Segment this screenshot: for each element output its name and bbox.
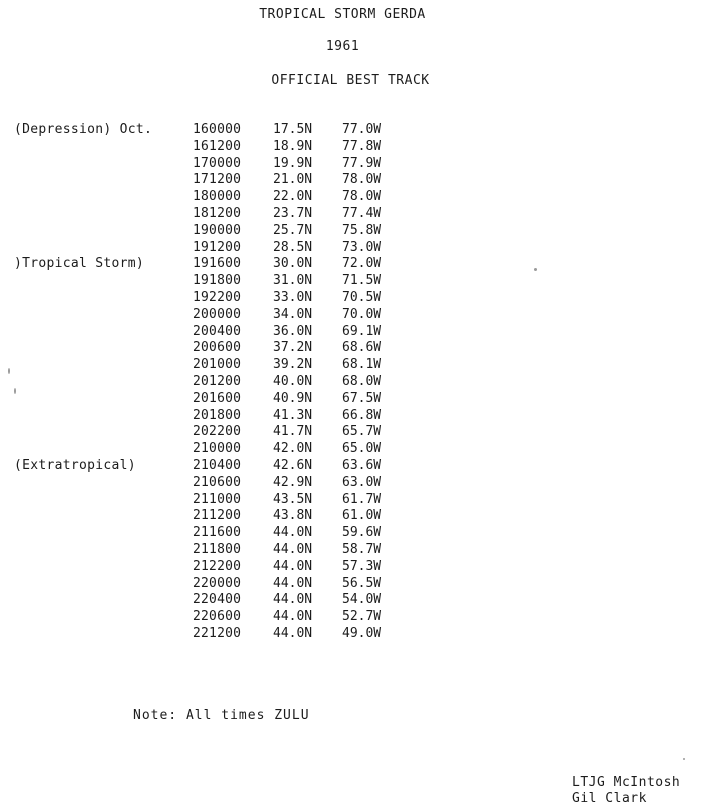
latitude: 40.0N [273, 373, 313, 389]
document-title: TROPICAL STORM GERDA [259, 7, 426, 22]
date-time-group: 191600 [193, 256, 242, 272]
date-time-group: 211600 [193, 525, 242, 541]
longitude: 57.3W [342, 558, 382, 574]
latitude: 17.5N [273, 122, 313, 137]
note-text: Note: All times ZULU [133, 708, 310, 723]
latitude: 39.2N [273, 357, 313, 373]
track-row [0, 240, 713, 257]
longitude: 58.7W [342, 541, 382, 557]
track-row [0, 307, 713, 324]
track-row [0, 122, 713, 139]
latitude: 43.8N [273, 508, 313, 524]
scan-speck [14, 388, 16, 394]
track-row [0, 139, 713, 156]
track-row [0, 408, 713, 425]
track-row [0, 542, 713, 559]
longitude: 77.9W [342, 155, 382, 171]
latitude: 34.0N [273, 306, 313, 322]
track-row [0, 525, 713, 542]
track-row [0, 189, 713, 206]
longitude: 77.4W [342, 205, 382, 221]
date-time-group: 211000 [193, 491, 242, 507]
longitude: 61.7W [342, 491, 382, 507]
latitude: 42.9N [273, 474, 313, 490]
longitude: 68.1W [342, 357, 382, 373]
date-time-group: 171200 [193, 172, 242, 188]
longitude: 70.5W [342, 289, 382, 305]
longitude: 54.0W [342, 592, 382, 608]
longitude: 69.1W [342, 323, 382, 339]
longitude: 56.5W [342, 575, 382, 591]
latitude: 44.0N [273, 609, 313, 625]
date-time-group: 192200 [193, 289, 242, 305]
longitude: 72.0W [342, 256, 382, 272]
track-row [0, 458, 713, 475]
date-time-group: 220600 [193, 609, 242, 625]
date-time-group: 220000 [193, 575, 242, 591]
longitude: 77.8W [342, 138, 382, 154]
longitude: 68.0W [342, 373, 382, 389]
track-row [0, 391, 713, 408]
latitude: 44.0N [273, 575, 313, 591]
track-row [0, 508, 713, 525]
scan-speck [683, 758, 685, 760]
latitude: 42.0N [273, 441, 313, 457]
longitude: 63.0W [342, 474, 382, 490]
date-time-group: 181200 [193, 205, 242, 221]
longitude: 63.6W [342, 457, 382, 473]
longitude: 49.0W [342, 625, 382, 641]
track-row [0, 290, 713, 307]
date-time-group: 191200 [193, 239, 242, 255]
best-track-table [0, 122, 713, 643]
track-row [0, 206, 713, 223]
stage-label: )Tropical Storm) [14, 256, 145, 272]
longitude: 73.0W [342, 239, 382, 255]
latitude: 36.0N [273, 323, 313, 339]
latitude: 31.0N [273, 273, 313, 289]
track-row [0, 626, 713, 643]
document-year: 1961 [325, 39, 360, 54]
longitude: 68.6W [342, 340, 382, 356]
track-row [0, 324, 713, 341]
latitude: 37.2N [273, 340, 313, 356]
longitude: 78.0W [342, 189, 382, 205]
latitude: 18.9N [273, 138, 313, 154]
track-row [0, 492, 713, 509]
latitude: 22.0N [273, 189, 313, 205]
date-time-group: 191800 [193, 273, 242, 289]
date-time-group: 160000 [193, 122, 242, 137]
date-time-group: 220400 [193, 592, 242, 608]
longitude: 67.5W [342, 390, 382, 406]
date-time-group: 201200 [193, 373, 242, 389]
latitude: 19.9N [273, 155, 313, 171]
document-subtitle: OFFICIAL BEST TRACK [271, 73, 430, 88]
date-time-group: 201800 [193, 407, 242, 423]
track-row [0, 609, 713, 626]
track-row [0, 340, 713, 357]
latitude: 44.0N [273, 541, 313, 557]
latitude: 44.0N [273, 592, 313, 608]
latitude: 44.0N [273, 525, 313, 541]
date-time-group: 200600 [193, 340, 242, 356]
latitude: 23.7N [273, 205, 313, 221]
date-time-group: 210000 [193, 441, 242, 457]
date-time-group: 201600 [193, 390, 242, 406]
track-row [0, 592, 713, 609]
track-row [0, 374, 713, 391]
track-row [0, 424, 713, 441]
scan-speck [8, 368, 10, 374]
track-row [0, 441, 713, 458]
track-row [0, 475, 713, 492]
date-time-group: 200000 [193, 306, 242, 322]
latitude: 28.5N [273, 239, 313, 255]
track-row [0, 223, 713, 240]
scan-speck [534, 268, 537, 271]
latitude: 41.3N [273, 407, 313, 423]
date-time-group: 180000 [193, 189, 242, 205]
track-row [0, 172, 713, 189]
date-time-group: 200400 [193, 323, 242, 339]
longitude: 77.0W [342, 122, 382, 137]
latitude: 21.0N [273, 172, 313, 188]
track-row [0, 357, 713, 374]
latitude: 40.9N [273, 390, 313, 406]
date-time-group: 202200 [193, 424, 242, 440]
track-row [0, 559, 713, 576]
date-time-group: 210400 [193, 457, 242, 473]
signature-line-1: LTJG McIntosh [572, 775, 681, 790]
latitude: 25.7N [273, 222, 313, 238]
date-time-group: 201000 [193, 357, 242, 373]
latitude: 43.5N [273, 491, 313, 507]
longitude: 78.0W [342, 172, 382, 188]
latitude: 44.0N [273, 558, 313, 574]
longitude: 70.0W [342, 306, 382, 322]
track-row [0, 156, 713, 173]
date-time-group: 211800 [193, 541, 242, 557]
signature-line-2: Gil Clark [572, 791, 647, 806]
latitude: 41.7N [273, 424, 313, 440]
date-time-group: 221200 [193, 625, 242, 641]
latitude: 30.0N [273, 256, 313, 272]
track-row [0, 256, 713, 273]
longitude: 75.8W [342, 222, 382, 238]
date-time-group: 161200 [193, 138, 242, 154]
stage-label: (Extratropical) [14, 457, 136, 473]
longitude: 71.5W [342, 273, 382, 289]
date-time-group: 211200 [193, 508, 242, 524]
stage-label: (Depression) Oct. [14, 122, 153, 137]
latitude: 42.6N [273, 457, 313, 473]
latitude: 44.0N [273, 625, 313, 641]
date-time-group: 170000 [193, 155, 242, 171]
longitude: 52.7W [342, 609, 382, 625]
date-time-group: 212200 [193, 558, 242, 574]
date-time-group: 210600 [193, 474, 242, 490]
longitude: 65.7W [342, 424, 382, 440]
longitude: 65.0W [342, 441, 382, 457]
longitude: 66.8W [342, 407, 382, 423]
track-row [0, 273, 713, 290]
date-time-group: 190000 [193, 222, 242, 238]
longitude: 61.0W [342, 508, 382, 524]
latitude: 33.0N [273, 289, 313, 305]
track-row [0, 576, 713, 593]
longitude: 59.6W [342, 525, 382, 541]
